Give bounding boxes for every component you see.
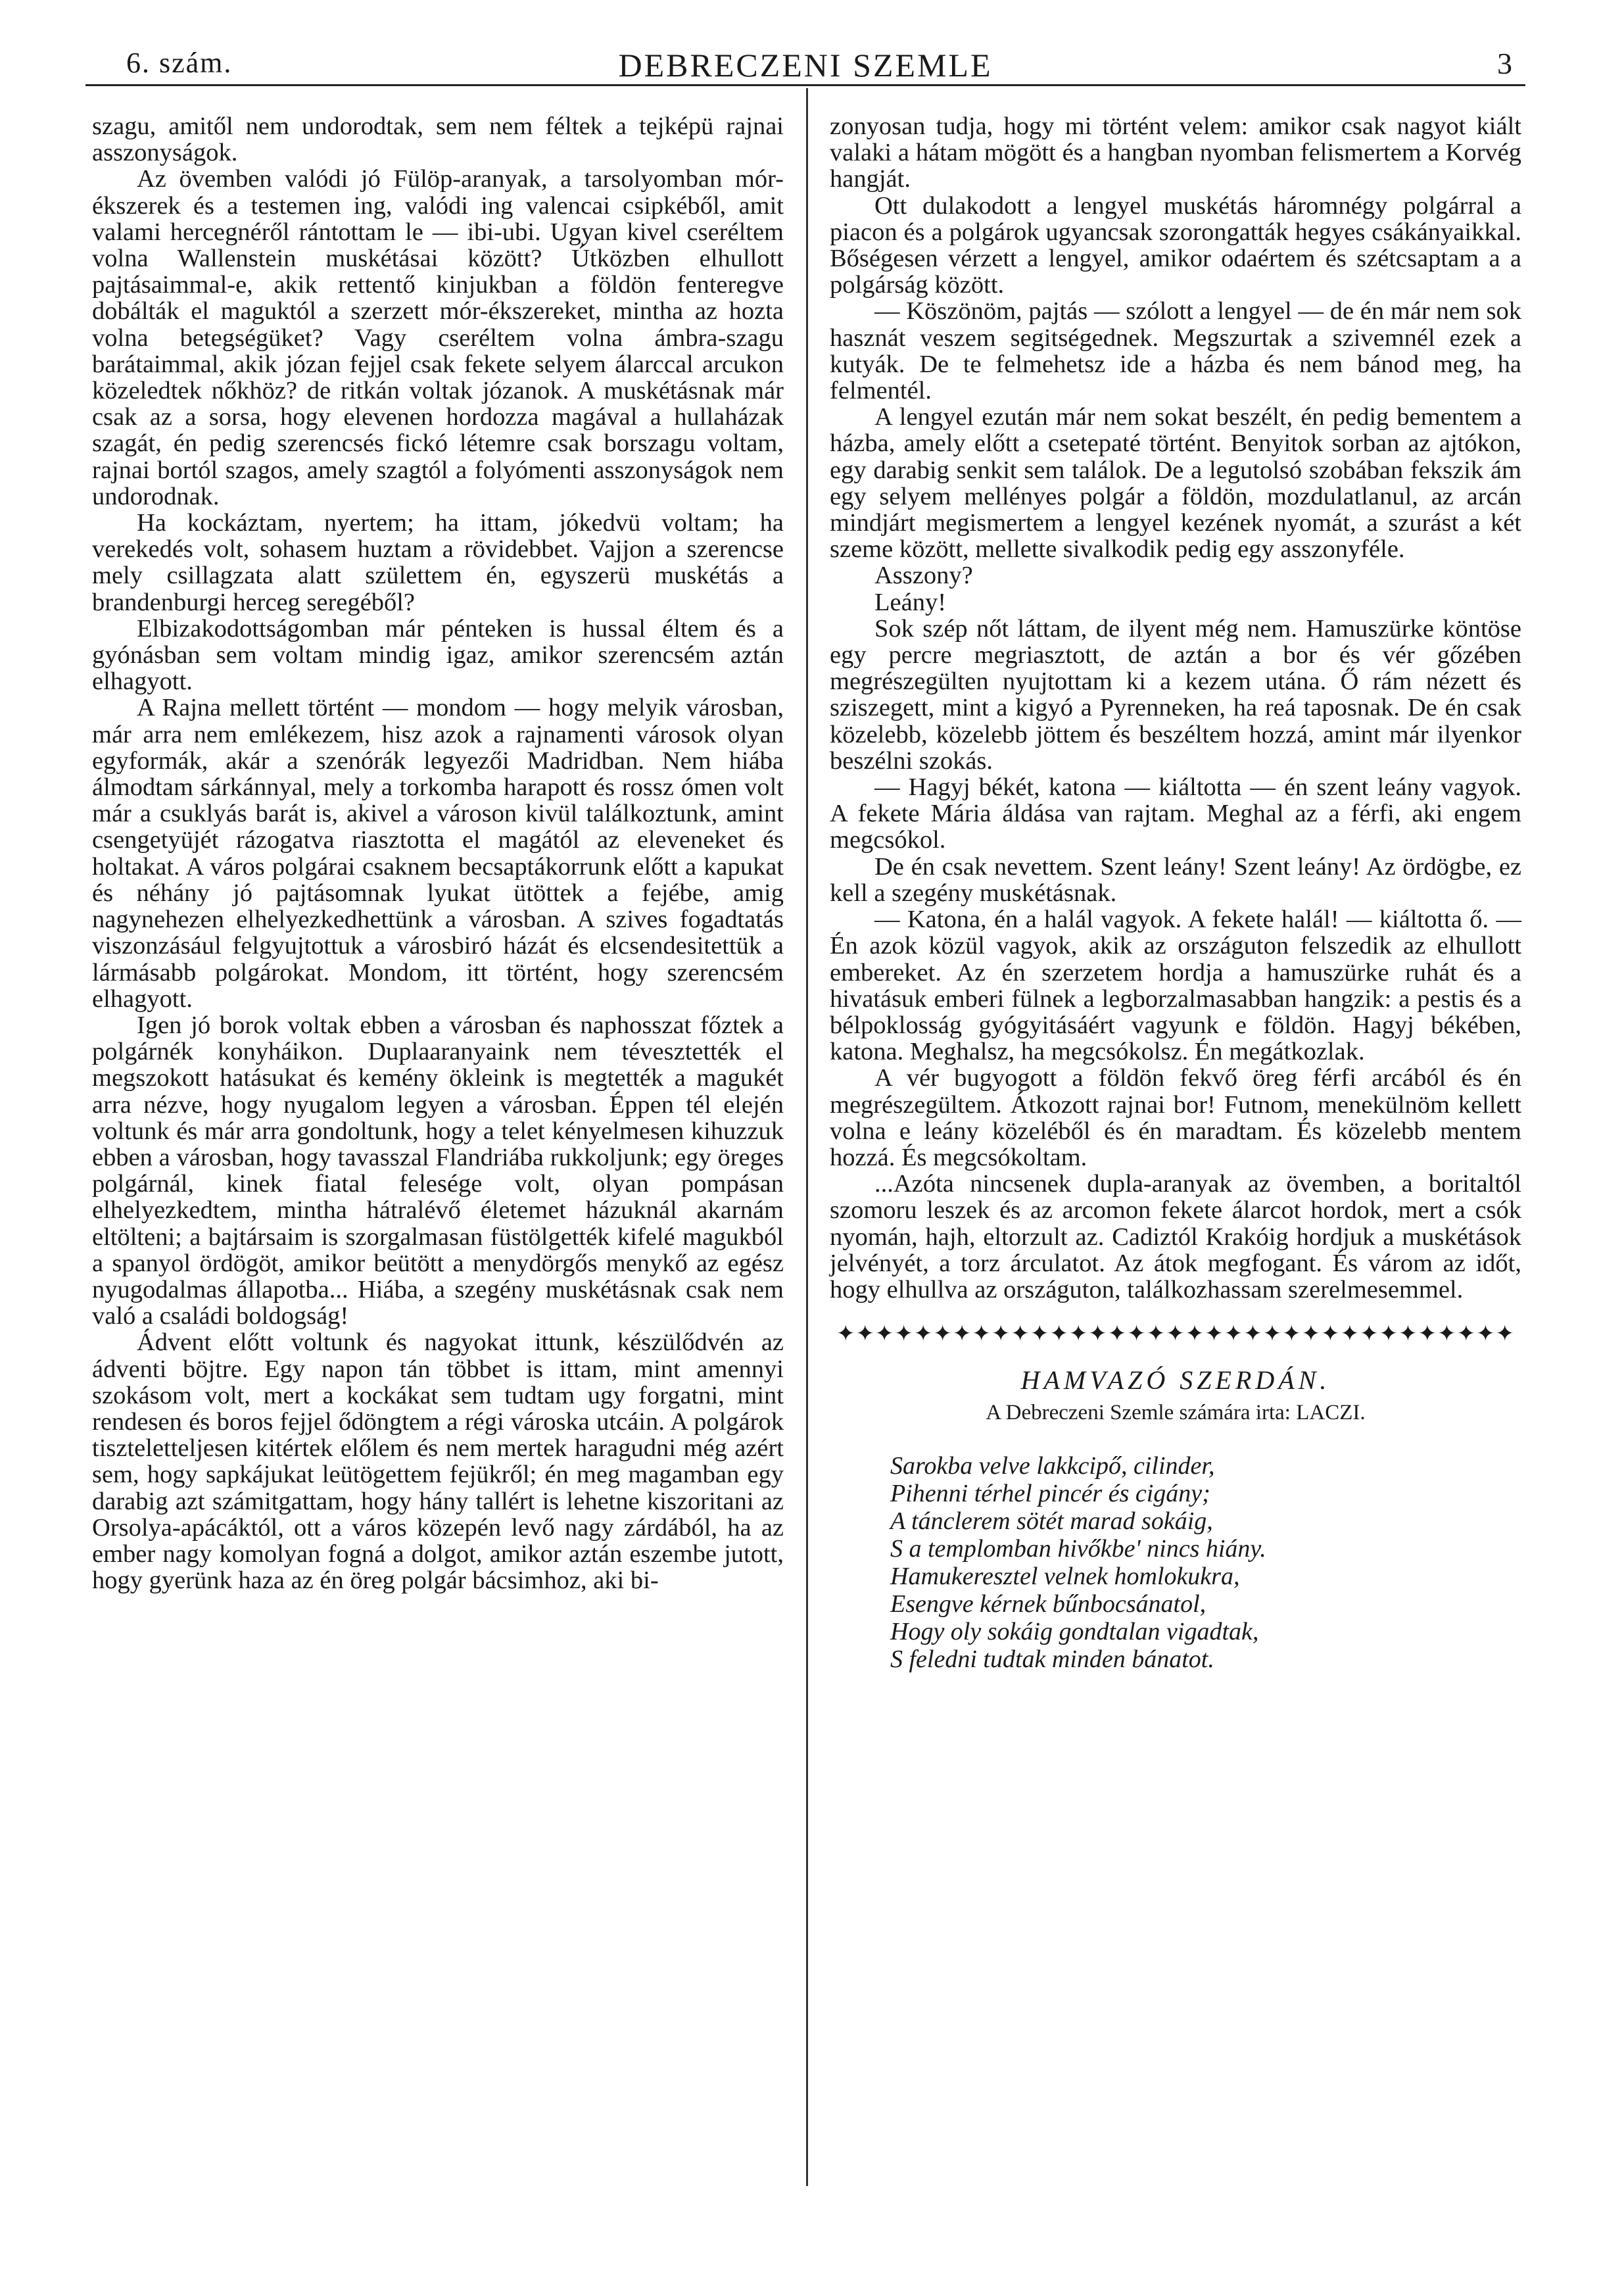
- paragraph: Ott dulakodott a lengyel muskétás háromnégy polgárral a piacon és a polgárok ugyancsak szorongatták hegyes csákányaikkal. Bőségesen vérzett a lengyel, amikor odaértem és szétcsaptam a a polgárság között.: [830, 191, 1521, 299]
- issue-number: 6. szám.: [126, 47, 233, 79]
- page-header: [85, 41, 1525, 87]
- right-column: [830, 113, 1521, 1673]
- paragraph: Sok szép nőt láttam, de ilyent még nem. Hamuszürke köntöse egy percre megriasztott, de aztán a bor és vér gőzében megrészegülten nyujtottam ki a kezem utána. Ő rám nézett és sziszegett, mint a kigyó a Pyrenneken, ha reá taposnak. De én csak közelebb, közelebb jöttem és beszéltem hozzá, amint már ilyenkor beszélni szokás.: [830, 614, 1521, 775]
- paragraph: — Hagyj békét, katona — kiáltotta — én szent leány vagyok. A fekete Mária áldása van rajtam. Meghal az a férfi, aki engem megcsókol.: [830, 773, 1521, 854]
- paragraph: Ádvent előtt voltunk és nagyokat ittunk, készülődvén az ádventi böjtre. Egy napon tán többet is ittam, mint amennyi szokásom volt, mert a kockákat sem tudtam ugy forgatni, mint rendesen és boros fejjel ődöngtem a régi városka utcáin. A polgárok tiszteletteljesen kitértek előlem és nem mertek haragudni még azért sem, hogy sapkájukat leütögettem fejükről; én meg magamban egy darabig azt számitgattam, hogy hány tallért is lehetne kiszoritani az Orsolya-apácáktól, ott a város közepén levő nagy zárdából, ha az ember nagy komolyan fogná a dolgot, amikor aztán eszembe jutott, hogy gyerünk haza az én öreg polgár bácsimhoz, aki bi-: [92, 1328, 784, 1595]
- left-column: [92, 113, 784, 1593]
- paragraph: A Rajna mellett történt — mondom — hogy melyik városban, már arra nem emlékezem, hisz azok a rajnamenti városok olyan egyformák, akár a szenórák legyezői Madridban. Nem hiába álmodtam sárkánnyal, mely a torkomba harapott és rossz ómen volt már a csuklyás barát is, akivel a városon kivül találkoztunk, amint csengetyüjét rázogatva riasztotta el magától az eleveneket és holtakat. A város polgárai csaknem becsaptákorrunk előtt a kapukat és néhány jó pajtásomnak lyukat ütöttek a fejébe, amig nagynehezen elhelyezkedhettünk a városban. A szives fogadtatás viszonzásául felgyujtottuk a városbiró házát és elcsendesitettük a lármásabb polgárokat. Mondom, itt történt, hogy szerencsém elhagyott.: [92, 694, 784, 1013]
- poem-line: S a templomban hivőkbe' nincs hiány.: [890, 1534, 1266, 1563]
- poem-byline: A Debreczeni Szemle számára irta: LACZI.: [986, 1400, 1366, 1424]
- poem-title: HAMVAZÓ SZERDÁN.: [1020, 1365, 1331, 1396]
- poem-line: Pihenni térhel pincér és cigány;: [890, 1479, 1210, 1507]
- newspaper-title: DEBRECZENI SZEMLE: [618, 47, 993, 84]
- paragraph: — Katona, én a halál vagyok. A fekete halál! — kiáltotta ő. — Én azok közül vagyok, akik az országuton felszedik az elhullott embereket. Az én szerzetem hordja a hamuszürke ruhát és a hivatásuk emberi fülnek a legborzalmasabban hangzik: a pestis és a bélpoklosság gyógyitásáért vagyunk e földön. Hagyj békében, katona. Meghalsz, ha megcsókolsz. Én megátkozlak.: [830, 906, 1521, 1066]
- poem-line: Sarokba velve lakkcipő, cilinder,: [890, 1451, 1215, 1480]
- paragraph: Az övemben valódi jó Fülöp-aranyak, a tarsolyomban mór-ékszerek és a testemen ing, valódi ing valencai csipkéből, amit valami hercegnéről rántottam le — ibi-ubi. Ugyan kivel cseréltem volna Wallenstein muskétásai között? Útközben elhullott pajtásaimmal-e, akik rettentő kinjukban a földön fenteregve dobálták el maguktól a szerzett mór-ékszereket, mintha az hozta volna betegségüket? Vagy cseréltem volna ámbra-szagu barátaimmal, akik józan fejjel csak fekete selyem álarccal arcukon közeledtek nőkhöz? de ritkán voltak józanok. A muskétásnak már csak az a sorsa, hogy elevenen hordozza magával a hullaházak szagát, én pedig szerencsés fickó létemre csak borszagu voltam, rajnai bortól szagos, amely szagtól a folyómenti asszonyságok nem undorodnak.: [92, 165, 784, 510]
- poem-line: Esengve kérnek bűnbocsánatol,: [890, 1590, 1206, 1618]
- poem-line: Hamukeresztel velnek homlokukra,: [890, 1562, 1240, 1590]
- paragraph: szagu, amitől nem undorodtak, sem nem féltek a tejképü rajnai asszonyságok.: [92, 112, 784, 167]
- paragraph: Ha kockáztam, nyertem; ha ittam, jókedvü voltam; ha verekedés volt, sohasem huztam a rövidebbet. Vajjon a szerencse mely csillagzata alatt születtem én, egyszerü muskétás a brandenburgi herceg seregéből?: [92, 509, 784, 616]
- paragraph: Asszony?: [874, 562, 973, 590]
- paragraph: De én csak nevettem. Szent leány! Szent leány! Az ördögbe, ez kell a szegény muskétásnak.: [830, 852, 1521, 907]
- paragraph: A vér bugyogott a földön fekvő öreg férfi arcából és én megrészegültem. Átkozott rajnai bor! Futnom, menekülnöm kellett volna e leány közeléből és én maradtam. És közelebb mentem hozzá. És megcsókoltam.: [830, 1064, 1521, 1171]
- paragraph: — Köszönöm, pajtás — szólott a lengyel — de én már nem sok hasznát veszem segitségednek. Megszurtak a szivemnél ezek a kutyák. De te felmehetsz ide a házba és nem bánod meg, ha felmentél.: [830, 297, 1521, 405]
- poem-line: S feledni tudtak minden bánatot.: [890, 1645, 1214, 1673]
- poem: [890, 1452, 1521, 1673]
- paragraph: Igen jó borok voltak ebben a városban és naphosszat főztek a polgárnék konyháikon. Duplaaranyaink nem tévesztették el megszokott hatásukat és kemény ökleink is megtették a magukét arra nézve, hogy nyugalom legyen a városban. Éppen tél elején voltunk és már arra gondoltunk, hogy a telet kényelmesen kihuzzuk ebben a városban, hogy tavasszal Flandriába rukkoljunk; egy öreges polgárnál, kinek fiatal felesége volt, olyan pompásan elhelyezkedtem, mintha hátralévő életemet házuknál akarnám eltölteni; a bajtársaim is szorgalmasan füstölgették kifelé magukból a spanyol ördögöt, amikor beütött a menydörgős menykő az egész nyugodalmas állapotba... Hiába, a szegény muskétásnak csak nem való a családi boldogság!: [92, 1011, 784, 1330]
- poem-line: Hogy oly sokáig gondtalan vigadtak,: [890, 1617, 1259, 1645]
- poem-line: A tánclerem sötét marad sokáig,: [890, 1507, 1213, 1535]
- ornamental-divider: ✦✦✦✦✦✦✦✦✦✦✦✦✦✦✦✦✦✦✦✦✦✦✦✦✦✦✦✦✦✦✦✦✦✦✦: [836, 1322, 1516, 1347]
- header-rule: [85, 84, 1525, 86]
- paragraph: Elbizakodottságomban már pénteken is hussal éltem és a gyónásban sem voltam mindig igaz, amikor szerencsém aztán elhagyott.: [92, 614, 784, 696]
- paragraph: Leány!: [874, 588, 947, 616]
- paragraph: ...Azóta nincsenek dupla-aranyak az övemben, a boritaltól szomoru leszek és az arcomon fekete álarcot hordok, mert a csók nyomán, hajh, eltorzult az. Cadiztól Krakóig hordjuk a muskétások jelvényét, a torz árculatot. Az átok megfogant. És várom az időt, hogy elhullva az országuton, találkozhassam szerelmesemmel.: [830, 1170, 1521, 1303]
- page-number: 3: [1497, 47, 1512, 80]
- paragraph: zonyosan tudja, hogy mi történt velem: amikor csak nagyot kiált valaki a hátam mögött és a hangban nyomban felismertem a Korvég hangját.: [830, 112, 1521, 193]
- column-divider: [806, 88, 808, 2186]
- paragraph: A lengyel ezután már nem sokat beszélt, én pedig bementem a házba, amely előtt a csetepaté történt. Benyitok sorban az ajtókon, egy darabig senkit sem találok. De a legutolsó szobában fekszik ám egy selyem mellényes polgár a földön, mozdulatlanul, az arcán mindjárt megismertem a lengyel kezének nyomát, a szurást a két szeme között, mellette sivalkodik pedig egy asszonyféle.: [830, 403, 1521, 564]
